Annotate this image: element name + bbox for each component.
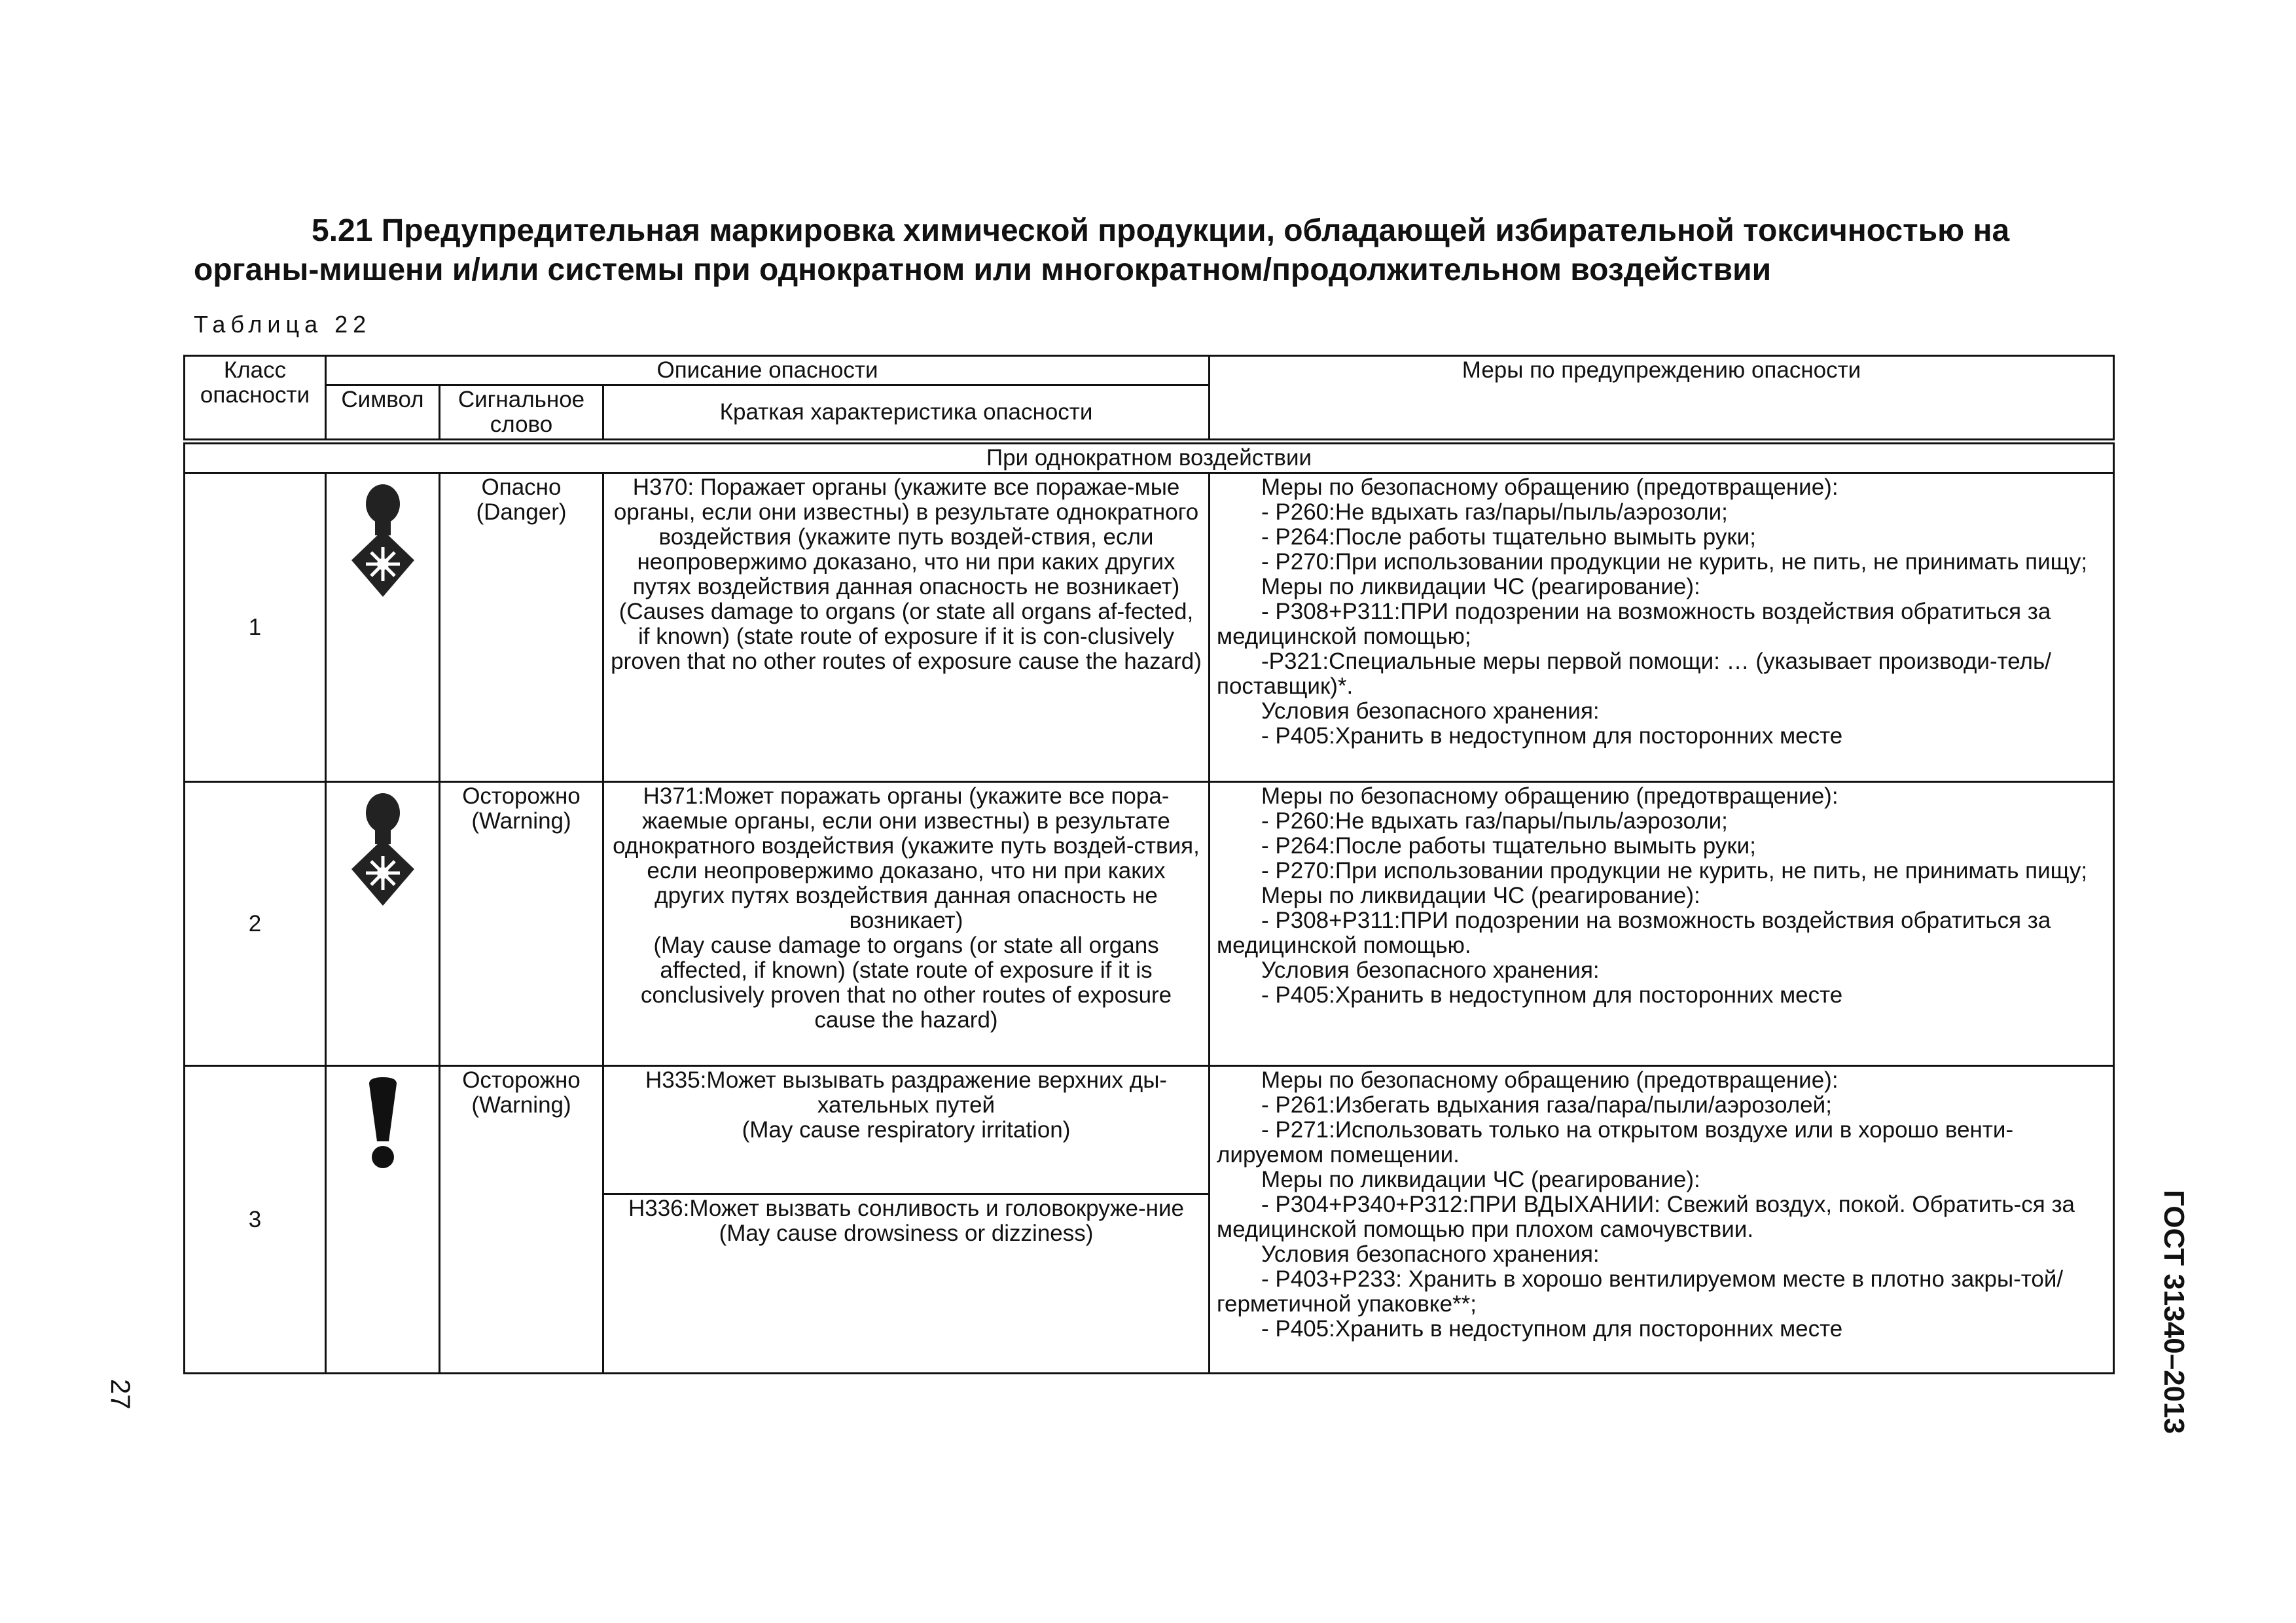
signal-word-cell [440,1066,603,1374]
symbol-cell [326,782,440,1066]
precaution-line: - P264:После работы тщательно вымыть руки; [1261,833,1756,859]
hazard-statement-en: (May cause damage to organs (or state all organs affected, if known) (state route of exposure if it is conclusively proven that no other routes of exposure cause the hazard) [640,933,1172,1033]
hazard-statement-cell [603,1194,1210,1374]
page-number: 27 [105,1379,136,1410]
precaution-line: Меры по безопасному обращению (предотвращение): [1261,1067,1839,1093]
precautions-cell [1210,1066,2114,1374]
hazard-statement-en: (May cause drowsiness or dizziness) [719,1221,1094,1246]
precaution-line: - P270:При использовании продукции не курить, не пить, не принимать пищу; [1261,549,2088,575]
precaution-line: - P308+P311:ПРИ подозрении на возможность воздействия обратиться за медицинской помощью; [1217,599,2051,649]
precaution-line: Условия безопасного хранения: [1261,1241,1600,1267]
symbol-cell [326,1066,440,1374]
header-signal-word: Сигнальное слово [440,385,603,442]
section-row-single-exposure [185,442,2114,473]
signal-word-ru: Опасно [481,474,562,500]
signal-word-cell [440,782,603,1066]
hazard-table-container [183,355,2113,1374]
hazard-class-cell: 2 [185,782,326,1066]
signal-word-en: (Warning) [471,1092,571,1118]
precaution-line: Меры по безопасному обращению (предотвращение): [1261,474,1839,500]
header-precautions: Меры по предупреждению опасности [1210,356,2114,442]
precaution-line: Меры по ликвидации ЧС (реагирование): [1261,1167,1700,1192]
table-row-class-2 [185,782,2114,1066]
exclamation-mark-icon [367,1077,399,1169]
health-hazard-icon [349,793,417,907]
symbol-cell [326,473,440,782]
hazard-statement-ru: H336:Может вызвать сонливость и головокруже-ние [628,1196,1185,1221]
signal-word-ru: Осторожно [462,783,581,809]
precaution-line: Меры по ликвидации ЧС (реагирование): [1261,574,1700,599]
precaution-line: Условия безопасного хранения: [1261,698,1600,724]
precaution-line: - P405:Хранить в недоступном для посторонних месте [1261,982,1843,1008]
hazard-class-cell: 1 [185,473,326,782]
section-title: 5.21 Предупредительная маркировка химической продукции, обладающей избирательной токсичностью на органы-мишени и/или системы при однократном или многократном/продолжительном воздействии [194,213,2010,287]
precautions-cell [1210,473,2114,782]
table-row-class-3 [185,1066,2114,1194]
precaution-line: - P304+P340+P312:ПРИ ВДЫХАНИИ: Свежий воздух, покой. Обратить-ся за медицинской помощью при плохом самочувствии. [1217,1192,2075,1242]
precaution-line: - P264:После работы тщательно вымыть руки; [1261,524,1756,550]
hazard-statement-en: (May cause respiratory irritation) [742,1117,1071,1143]
hazard-statement-cell [603,473,1210,782]
signal-word-en: (Danger) [476,499,567,525]
hazard-statement-ru: H371:Может поражать органы (укажите все пора-жаемые органы, если они известны) в результате однократного воздействия (укажите путь воздей-ствия, если неопровержимо доказано, что ни при каких других путях воздействия данная опасность не возникает) [613,783,1200,933]
precaution-line: - P403+P233: Хранить в хорошо вентилируемом месте в плотно закры-той/герметичной упаковке**; [1217,1266,2064,1317]
precaution-line: - P260:Не вдыхать газ/пары/пыль/аэрозоли; [1261,808,1728,834]
precaution-line: Меры по ликвидации ЧС (реагирование): [1261,883,1700,908]
hazard-statement-cell [603,782,1210,1066]
hazard-statement-cell [603,1066,1210,1194]
precaution-line: - P260:Не вдыхать газ/пары/пыль/аэрозоли; [1261,499,1728,525]
precaution-line: Меры по безопасному обращению (предотвращение): [1261,783,1839,809]
header-hazard-class: Класс опасности [185,356,326,442]
hazard-class-cell: 3 [185,1066,326,1374]
header-row-1 [185,356,2114,385]
section-label-single-exposure: При однократном воздействии [185,442,2114,473]
signal-word-cell [440,473,603,782]
header-hazard-statement: Краткая характеристика опасности [603,385,1210,442]
table-row-class-1 [185,473,2114,782]
gost-code-margin: ГОСТ 31340–2013 [2158,1190,2190,1435]
precautions-cell [1210,782,2114,1066]
precaution-line: - P271:Использовать только на открытом воздухе или в хорошо венти-лируемом помещении. [1217,1117,2014,1168]
hazard-statement-en: (Causes damage to organs (or state all organs af-fected, if known) (state route of exposure if it is con-clusively proven that no other routes of exposure cause the hazard) [611,599,1202,674]
hazard-statement-ru: H370: Поражает органы (укажите все поражае-мые органы, если они известны) в результате однократного воздействия (укажите путь воздей-ствия, если неопровержимо доказано, что ни при каких других путях воздействия данная опасность не возникает) [613,474,1199,599]
signal-word-ru: Осторожно [462,1067,581,1093]
precaution-line: - P308+P311:ПРИ подозрении на возможность воздействия обратиться за медицинской помощью. [1217,908,2051,958]
precaution-line: - P405:Хранить в недоступном для посторонних месте [1261,723,1843,749]
hazard-statement-ru: H335:Может вызывать раздражение верхних ды-хательных путей [645,1067,1168,1118]
precaution-line: - P270:При использовании продукции не курить, не пить, не принимать пищу; [1261,858,2088,883]
precaution-line: - P261:Избегать вдыхания газа/пара/пыли/аэрозолей; [1261,1092,1832,1118]
table-label: Таблица 22 [194,311,372,338]
signal-word-en: (Warning) [471,808,571,834]
health-hazard-icon [349,484,417,598]
precaution-line: Условия безопасного хранения: [1261,957,1600,983]
header-hazard-description: Описание опасности [326,356,1210,385]
precaution-line: - P405:Хранить в недоступном для посторонних месте [1261,1316,1843,1342]
header-symbol: Символ [326,385,440,442]
precaution-line: -P321:Специальные меры первой помощи: … (указывает производи-тель/ поставщик)*. [1217,649,2051,699]
hazard-table [183,355,2115,1374]
